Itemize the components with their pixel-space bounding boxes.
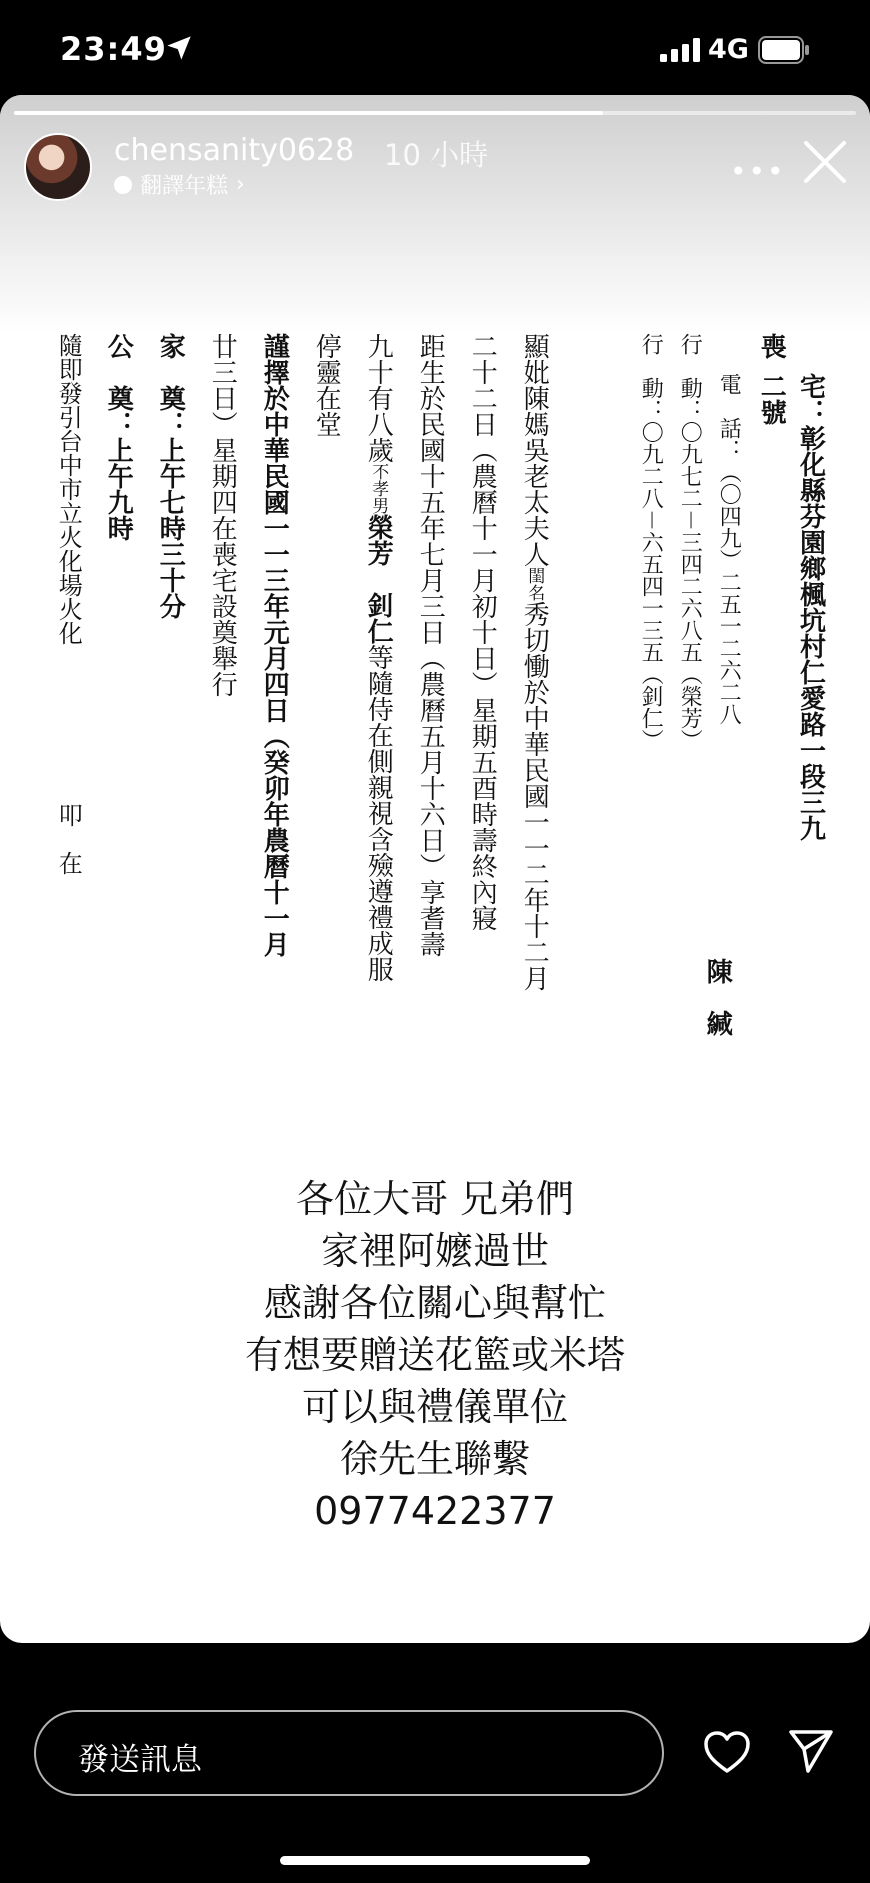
obit-col-2: 二十二日（農曆十一月初十日）星期五酉時壽終內寢 (467, 333, 498, 931)
message-line: 家裡阿嬤過世 (320, 1229, 549, 1273)
message-line: 有想要贈送花籃或米塔 (244, 1333, 625, 1377)
obit-signature: 陳 緘 (702, 958, 733, 1036)
obit-col-1 (514, 333, 553, 1233)
network-label: 4G (708, 34, 749, 65)
header-gradient (0, 95, 870, 335)
send-message-placeholder: 發送訊息 (78, 1742, 202, 1778)
obit-col-9: 公 奠：上午九時 (103, 333, 134, 541)
obit-col-4-c: 等隨侍在側親視含殮遵禮成服 (363, 644, 394, 982)
message-line: 可以與禮儀單位 (301, 1385, 568, 1429)
story-progress-fill (14, 111, 603, 115)
obit-col-10: 隨即發引台中市立火化場火化 (54, 333, 83, 645)
obit-col-10-end: 叩 在 (54, 803, 83, 875)
obit-col-4-a: 九十有八歲 (363, 333, 394, 463)
send-icon[interactable] (788, 1728, 834, 1774)
obit-col-4 (358, 333, 397, 1233)
time-ago: 10 小時 (384, 138, 489, 172)
translate-label: 翻譯年糕 (140, 174, 229, 199)
obit-col-1-small: 閨名 (524, 567, 545, 601)
obit-col-8: 家 奠：上午七時三十分 (155, 333, 186, 619)
obit-mobile-1: 行 動：〇九七二－三四二六八五（榮芳） (677, 333, 703, 752)
obit-col-5: 停靈在堂 (311, 333, 342, 437)
message-phone: 0977422377 (314, 1489, 556, 1533)
battery-icon (758, 36, 810, 64)
story-progress-bar (14, 111, 856, 115)
story-card[interactable] (0, 95, 870, 1643)
chevron-right-icon: › (236, 172, 245, 197)
story-message (0, 1173, 870, 1537)
obit-phone: 電 話：（〇四九）二五一二六二八 (716, 373, 742, 725)
home-indicator (280, 1856, 590, 1865)
username[interactable]: chensanity0628 (114, 133, 355, 168)
obituary-notice (0, 333, 870, 1233)
obit-address: 宅：彰化縣芬園鄉楓坑村仁愛路一段三九二號 (756, 373, 826, 841)
avatar[interactable] (24, 133, 92, 201)
obit-col-7: 廿三日）星期四在喪宅設奠舉行 (207, 333, 238, 697)
obit-col-3: 距生於民國十五年七月三日（農曆五月十六日）享耆壽 (415, 333, 446, 957)
more-options-icon[interactable]: ••• (730, 155, 786, 188)
status-time: 23:49 (60, 30, 167, 68)
send-message-input[interactable] (34, 1710, 664, 1796)
close-icon[interactable] (802, 139, 848, 185)
message-line: 各位大哥 兄弟們 (295, 1177, 575, 1221)
obit-col-1-a: 顯妣陳媽吳老太夫人 (519, 333, 550, 567)
obit-col-6: 謹擇於中華民國一一三年元月四日（癸卯年農曆十一月 (259, 333, 290, 957)
obit-address-label: 喪 (756, 333, 787, 359)
obit-col-1-b: 秀切慟於中華民國一一二年十二月 (519, 601, 550, 991)
heart-icon[interactable] (703, 1730, 751, 1774)
translate-icon (114, 176, 132, 194)
obit-col-4-small: 不孝男 (368, 463, 389, 514)
signal-icon (660, 38, 700, 62)
obit-col-4-b: 榮芳 釗仁 (363, 514, 394, 644)
message-line: 感謝各位關心與幫忙 (263, 1281, 606, 1325)
translate-link[interactable] (114, 169, 245, 200)
obit-mobile-2: 行 動：〇九二八－六五四一三五（釗仁） (638, 333, 664, 752)
message-line: 徐先生聯繫 (339, 1437, 530, 1481)
location-arrow-icon (165, 34, 193, 62)
